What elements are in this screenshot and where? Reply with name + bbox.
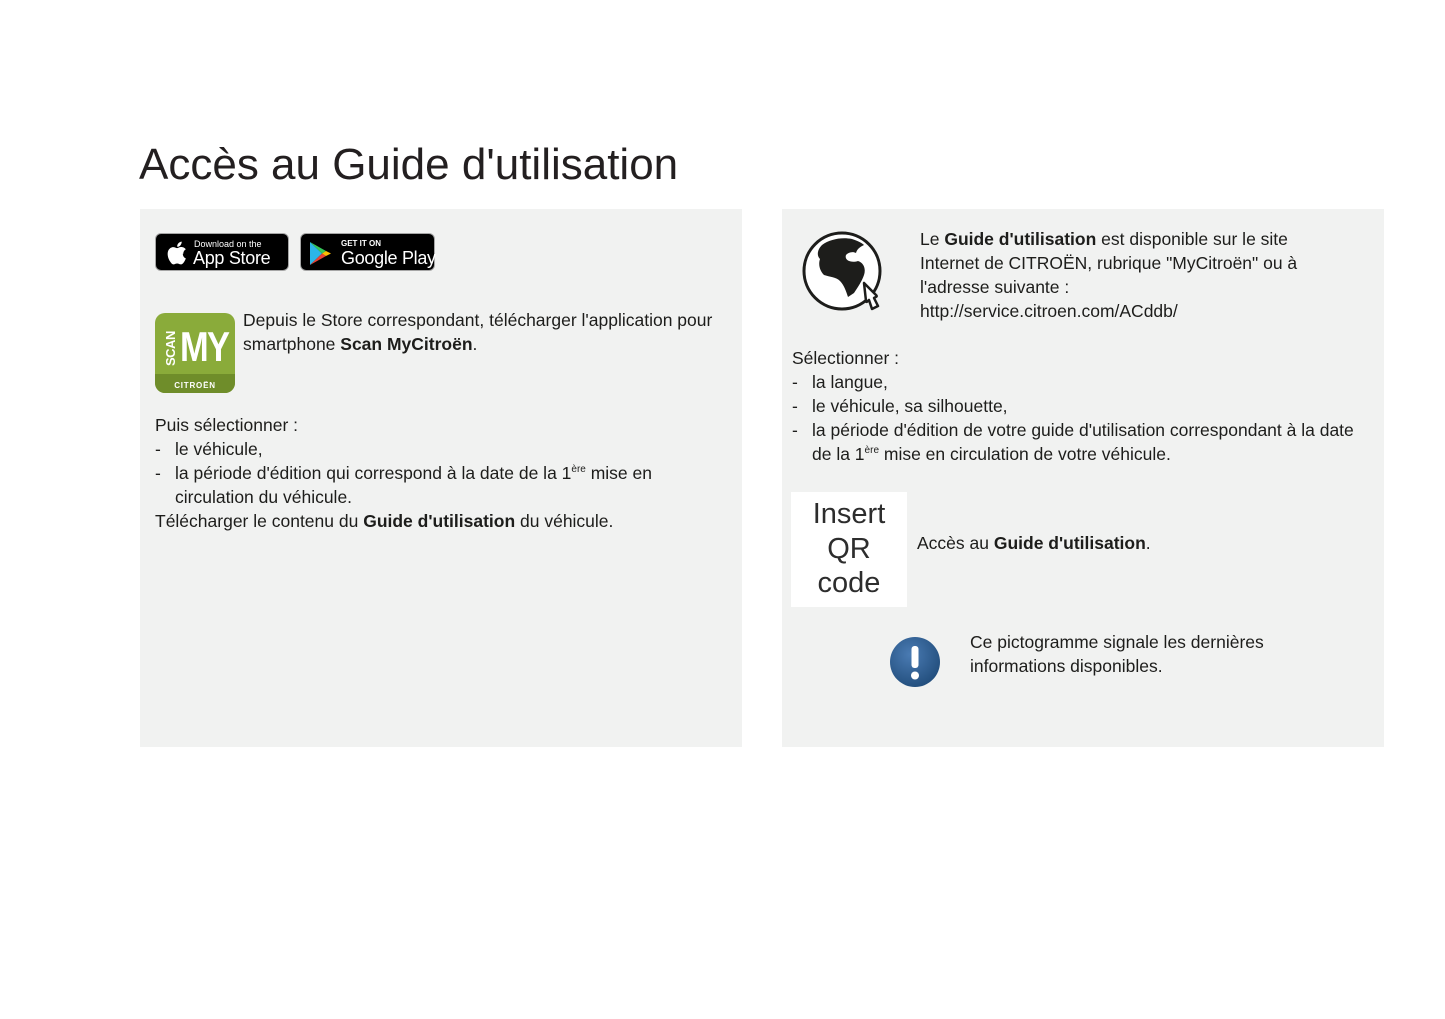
right-instructions bbox=[792, 346, 1362, 466]
download-text: Télécharger le contenu du Guide d'utilisation du véhicule. bbox=[155, 511, 614, 531]
app-icon-brand-text: CITROËN bbox=[174, 381, 216, 390]
info-text: Ce pictogramme signale les dernières informations disponibles. bbox=[970, 632, 1264, 676]
list-item: - la période d'édition qui correspond à la date de la 1ère mise en circulation du véhicule. bbox=[155, 463, 652, 507]
app-icon-scan-text: SCAN bbox=[163, 331, 178, 367]
list-item: - la période d'édition de votre guide d'utilisation correspondant à la date de la 1ère mise en circulation de votre véhicule. bbox=[792, 420, 1354, 464]
qr-caption: Accès au Guide d'utilisation. bbox=[917, 533, 1151, 553]
app-store-label: App Store bbox=[193, 248, 271, 268]
list-item: - la langue, bbox=[792, 372, 888, 392]
google-play-small-text: GET IT ON bbox=[341, 239, 381, 248]
google-play-icon bbox=[309, 241, 333, 266]
app-name: Scan MyCitroën bbox=[340, 334, 473, 354]
apple-icon bbox=[166, 241, 187, 265]
guide-url-link[interactable]: http://service.citroen.com/ACddb/ bbox=[920, 301, 1178, 321]
app-access-panel bbox=[140, 209, 742, 747]
app-store-badge[interactable] bbox=[155, 233, 289, 271]
list-item: - le véhicule, bbox=[155, 439, 263, 459]
info-exclamation-icon bbox=[889, 636, 941, 688]
app-store-small-text: Download on the bbox=[194, 239, 262, 249]
left-select-heading: Puis sélectionner : bbox=[155, 415, 298, 435]
app-intro-text: Depuis le Store correspondant, télécharger l'application pour smartphone Scan MyCitroën. bbox=[243, 310, 713, 354]
list-item: - le véhicule, sa silhouette, bbox=[792, 396, 1008, 416]
left-instructions bbox=[155, 413, 715, 533]
globe-cursor-icon bbox=[802, 231, 890, 321]
scan-mycitroen-app-icon bbox=[155, 313, 235, 393]
google-play-label: Google Play bbox=[341, 248, 436, 268]
page-title: Accès au Guide d'utilisation bbox=[139, 140, 679, 189]
google-play-badge[interactable] bbox=[300, 233, 435, 271]
right-select-heading: Sélectionner : bbox=[792, 348, 900, 368]
web-intro-text: Le Guide d'utilisation est disponible sur le site Internet de CITROËN, rubrique "MyCitroën" ou à l'adresse suivante : http://service.citroen.com/ACddb/ bbox=[920, 229, 1298, 321]
qr-code-placeholder[interactable]: Insert QR code bbox=[791, 492, 907, 607]
web-access-panel bbox=[782, 209, 1384, 747]
app-icon-my-text: MY bbox=[180, 323, 229, 370]
